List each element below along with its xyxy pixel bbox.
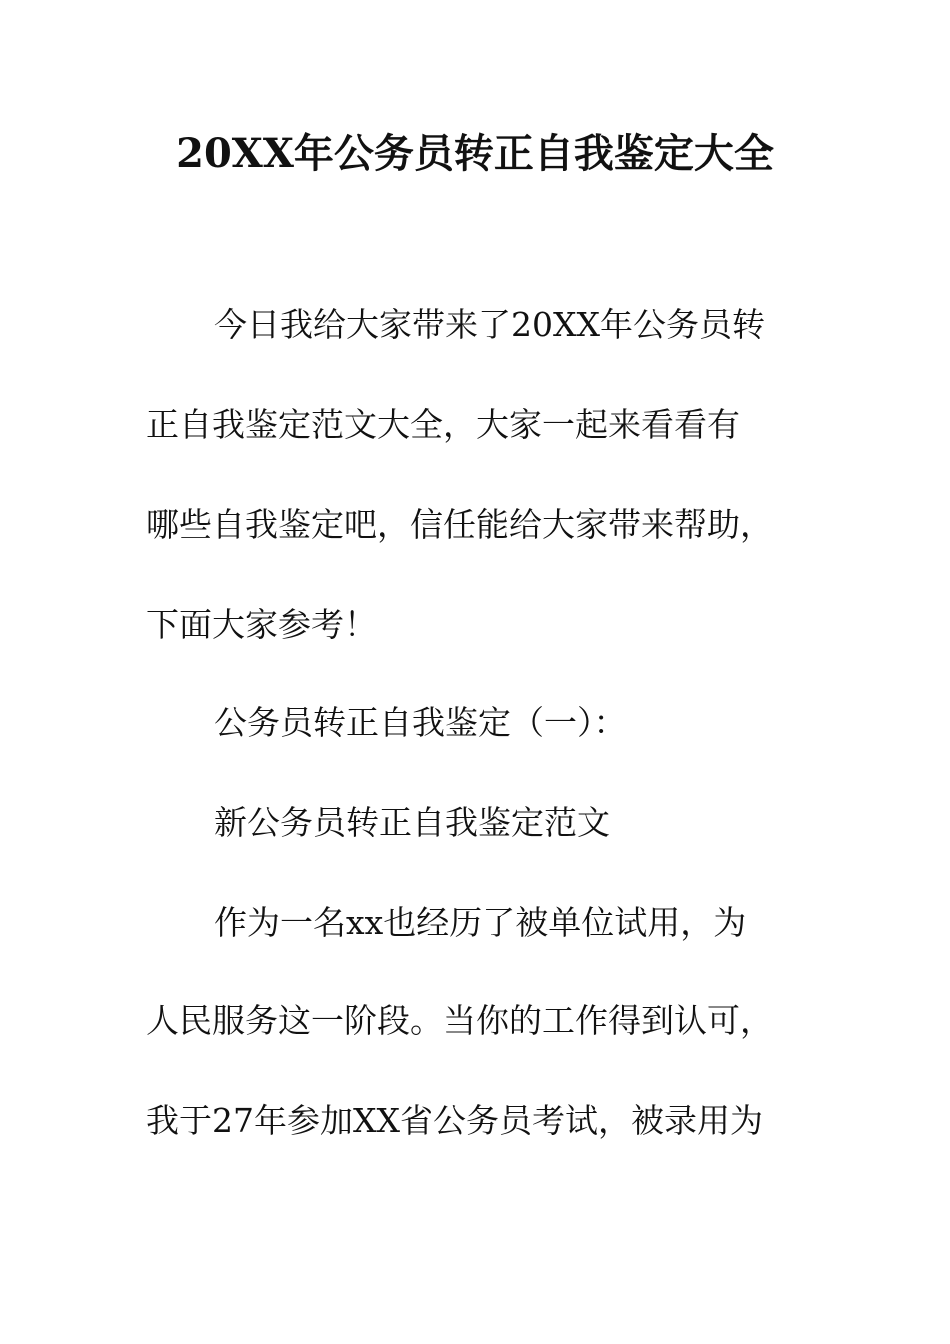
paragraph-line: 下面大家参考！: [146, 605, 377, 644]
paragraph-line: 今日我给大家带来了20XX年公务员转: [214, 305, 765, 344]
paragraph-line: 人民服务这一阶段。当你的工作得到认可，: [146, 1001, 773, 1040]
paragraph-line: 哪些自我鉴定吧，信任能给大家带来帮助，: [146, 505, 773, 544]
section-heading: 公务员转正自我鉴定（一）：: [214, 703, 627, 742]
paragraph-line: 我于27年参加XX省公务员考试，被录用为: [146, 1101, 763, 1140]
paragraph-line: 作为一名xx也经历了被单位试用，为: [214, 903, 747, 942]
document-title: 20XX年公务员转正自我鉴定大全: [176, 130, 774, 177]
paragraph-line: 正自我鉴定范文大全，大家一起来看看有: [146, 405, 740, 444]
subsection-heading: 新公务员转正自我鉴定范文: [214, 803, 610, 842]
